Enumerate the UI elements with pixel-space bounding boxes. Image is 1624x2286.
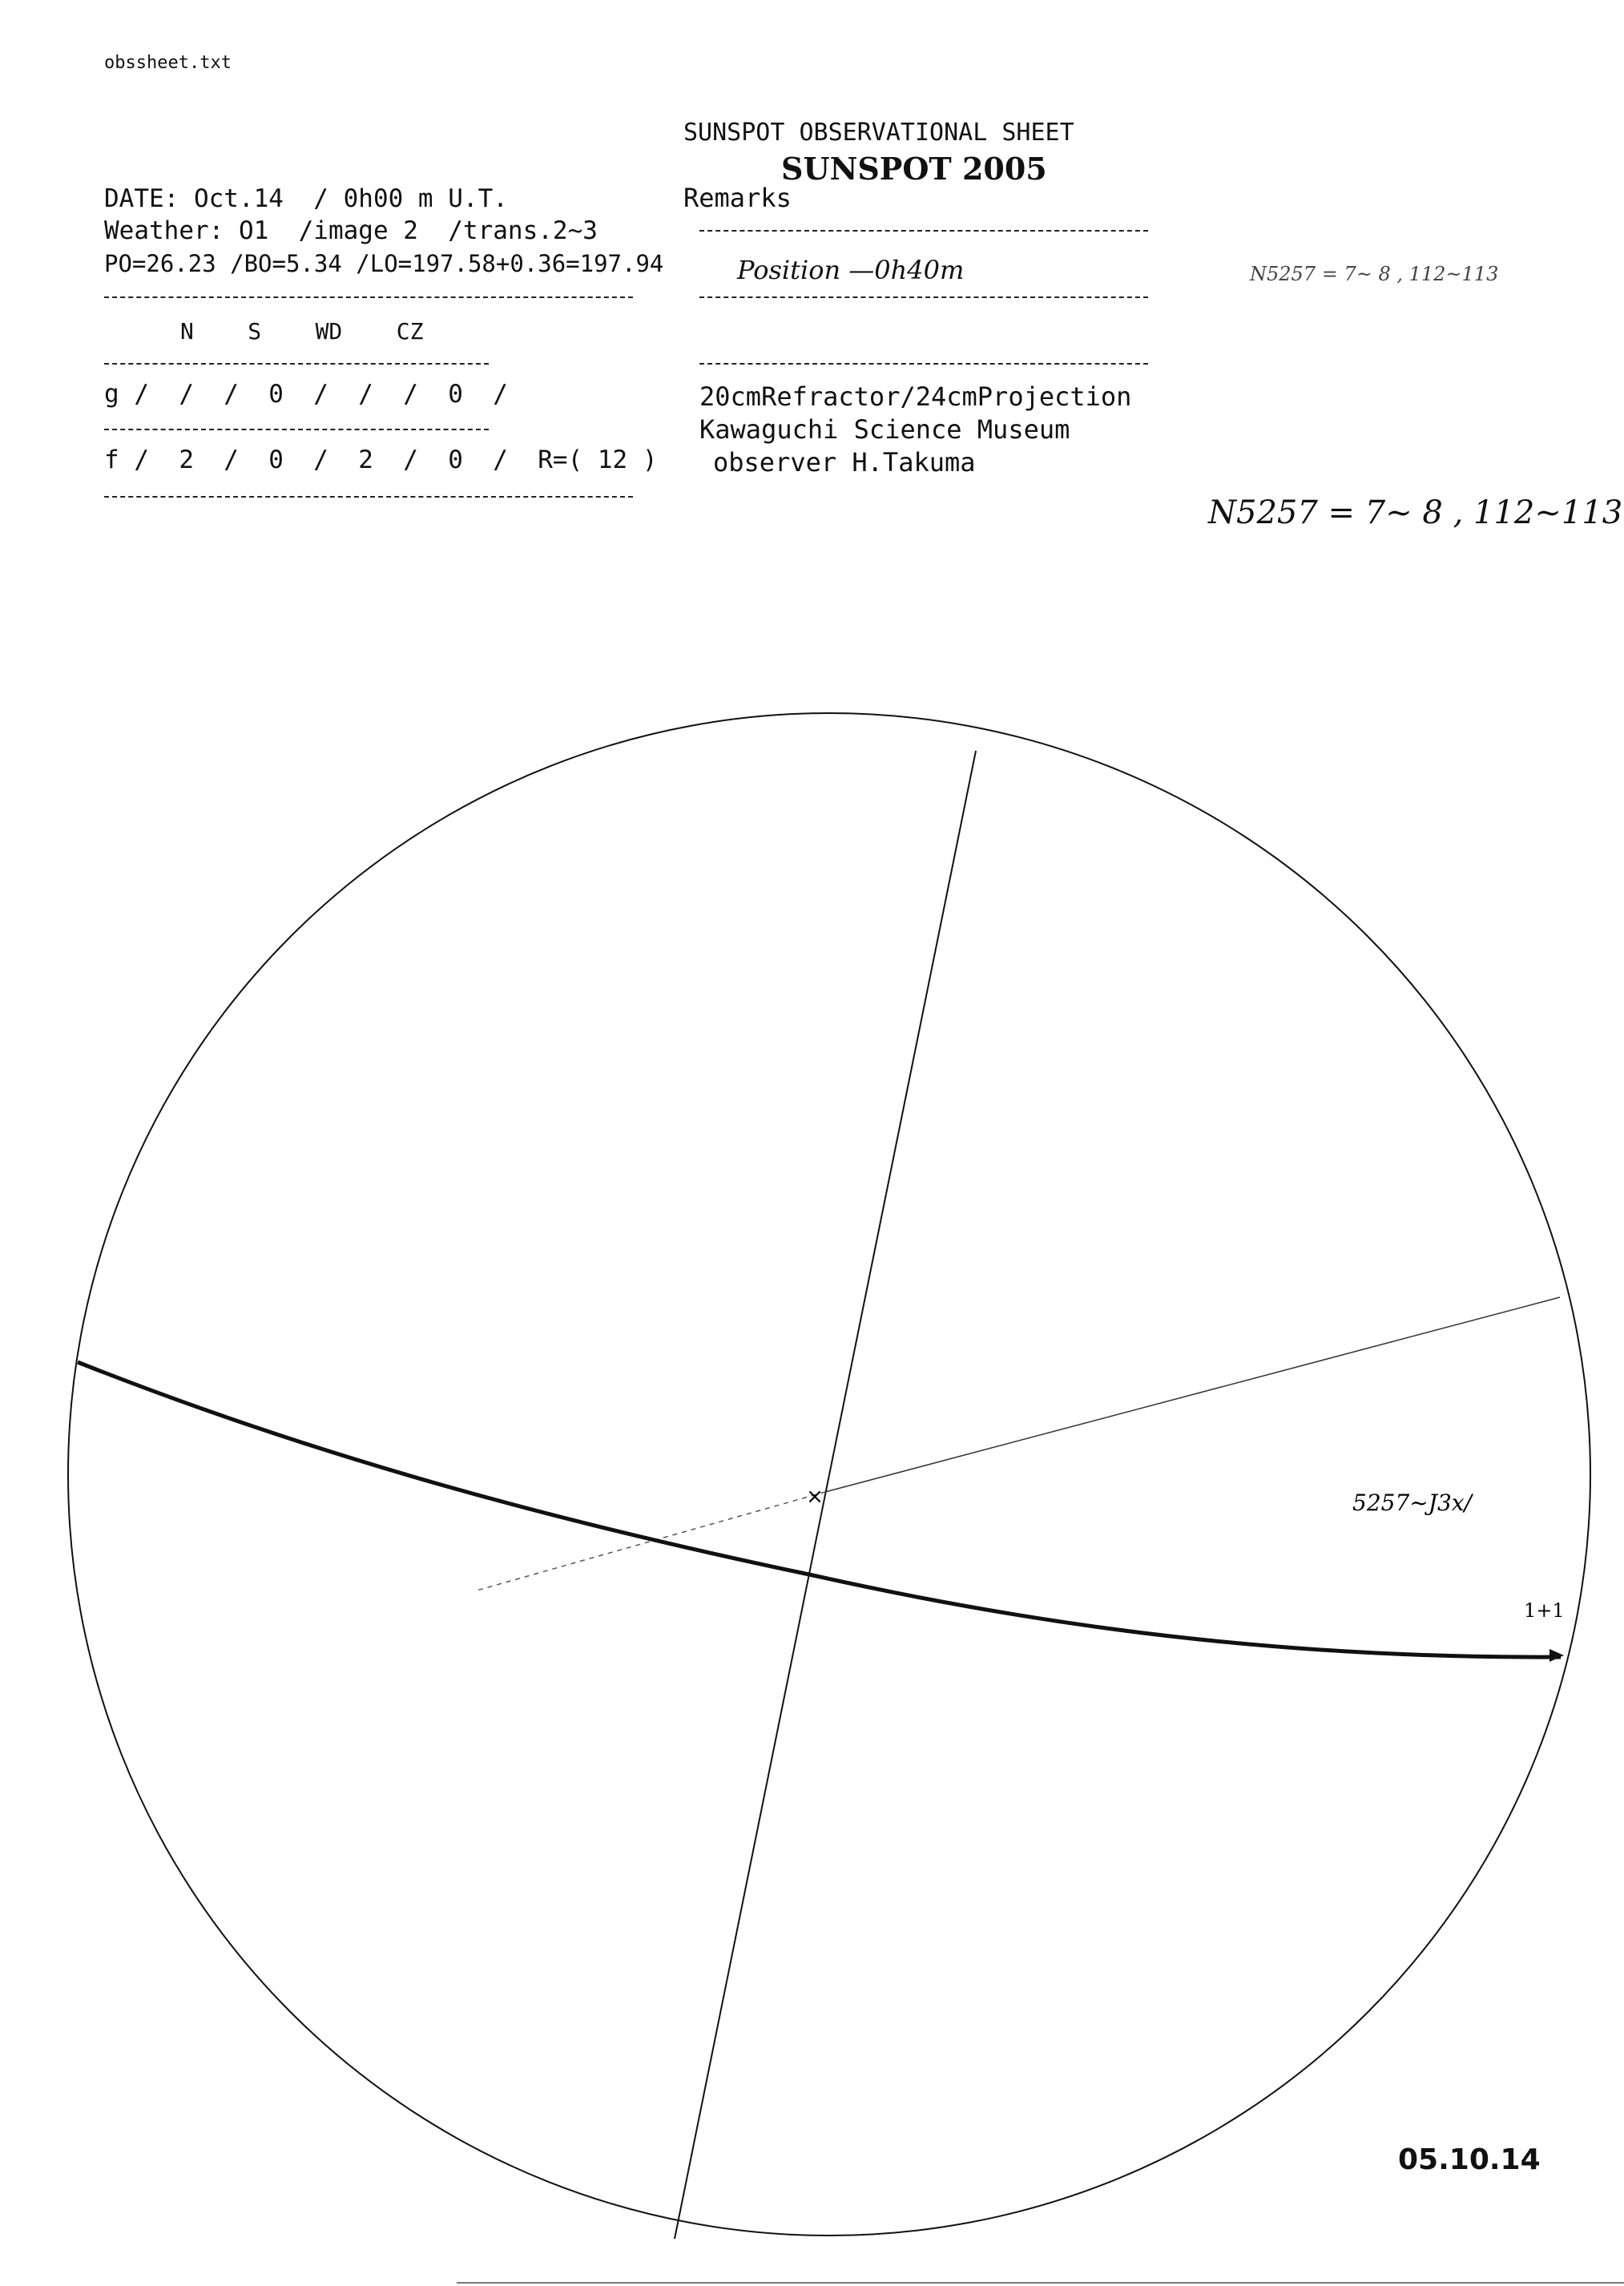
sheet-title: SUNSPOT OBSERVATIONAL SHEET — [683, 119, 1074, 147]
spot-group-label: 5257~J3x/ — [1352, 1490, 1472, 1516]
disk-center-mark: × — [806, 1485, 824, 1509]
spot-count-row: f / 2 / 0 / 2 / 0 / R=( 12 ) — [104, 446, 658, 474]
remark-large-note: N5257 = 7~ 8 , 112~113 — [1208, 494, 1623, 531]
page-bottom-edge — [457, 2282, 1624, 2284]
group-count-row: g / / / 0 / / / 0 / — [104, 380, 508, 409]
equator-arrowhead — [1549, 1649, 1564, 1662]
instrument-line: 20cmRefractor/24cmProjection — [699, 381, 1132, 412]
observer-line: observer H.Takuma — [713, 447, 976, 478]
solar-equator-curve — [78, 1362, 1561, 1657]
limb-spot-label: 1+1 — [1524, 1599, 1565, 1622]
remarks-label: Remarks — [683, 183, 792, 213]
solar-parameters-field: PO=26.23 /BO=5.34 /LO=197.58+0.36=197.94 — [104, 250, 664, 277]
ecliptic-line-solid — [825, 1297, 1560, 1492]
remark-position-note: Position —0h40m — [737, 255, 965, 285]
sheet-subtitle: SUNSPOT 2005 — [781, 151, 1047, 187]
date-field: DATE: Oct.14 / 0h00 m U.T. — [104, 184, 508, 213]
weather-field: Weather: O1 /image 2 /trans.2~3 — [104, 216, 598, 245]
file-name-label: obssheet.txt — [104, 53, 232, 73]
remark-corner-note: N5257 = 7~ 8 , 112~113 — [1250, 263, 1499, 285]
date-stamp: 05.10.14 — [1398, 2143, 1541, 2176]
polar-axis-line — [675, 751, 976, 2239]
count-column-header: N S WD CZ — [180, 318, 424, 345]
museum-line: Kawaguchi Science Museum — [699, 414, 1070, 445]
